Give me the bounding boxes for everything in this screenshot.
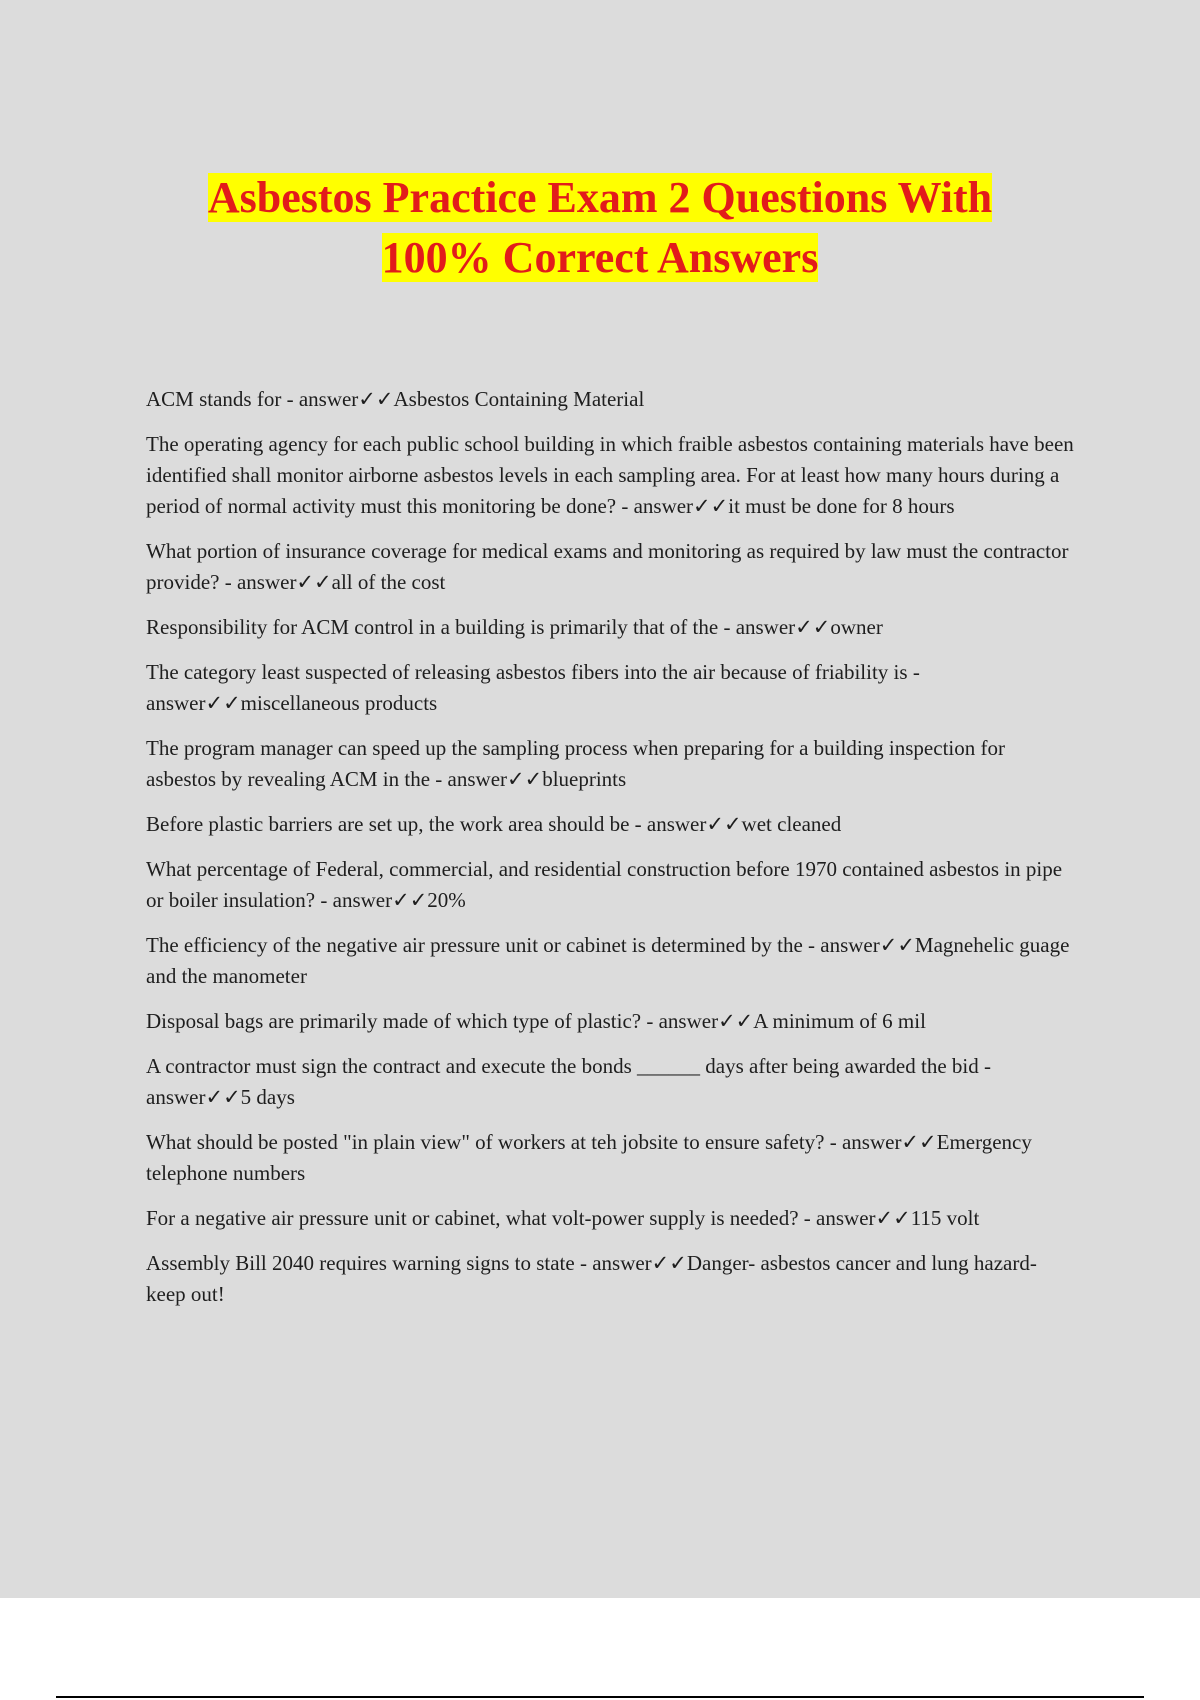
qa-item: Before plastic barriers are set up, the work area should be - answer✓✓wet cleaned: [146, 812, 842, 836]
qa-item: The category least suspected of releasing asbestos fibers into the air because of friability is - answer✓✓miscellaneous products: [146, 660, 920, 715]
title-line-1: Asbestos Practice Exam 2 Questions With: [207, 173, 993, 222]
title-line-2: 100% Correct Answers: [381, 233, 819, 282]
qa-item: What should be posted "in plain view" of workers at teh jobsite to ensure safety? - answer✓✓Emergency telephone numbers: [146, 1130, 1032, 1185]
qa-item: What portion of insurance coverage for medical exams and monitoring as required by law must the contractor provide? - answer✓✓all of the cost: [146, 539, 1069, 594]
question-answer-list: [146, 384, 1076, 1324]
qa-item: ACM stands for - answer✓✓Asbestos Containing Material: [146, 387, 645, 411]
qa-item: The program manager can speed up the sampling process when preparing for a building inspection for asbestos by revealing ACM in the - answer✓✓blueprints: [146, 736, 1005, 791]
document-title: [120, 168, 1080, 288]
footer-divider: [56, 1696, 1144, 1698]
qa-item: The operating agency for each public school building in which fraible asbestos containing materials have been identified shall monitor airborne asbestos levels in each sampling area. For at least how many hours during a period of normal activity must this monitoring be done? - answer✓✓it must be done for 8 hours: [146, 432, 1074, 518]
qa-item: A contractor must sign the contract and execute the bonds ______ days after being awarded the bid - answer✓✓5 days: [146, 1054, 991, 1109]
qa-item: Disposal bags are primarily made of which type of plastic? - answer✓✓A minimum of 6 mil: [146, 1009, 926, 1033]
qa-item: Responsibility for ACM control in a building is primarily that of the - answer✓✓owner: [146, 615, 883, 639]
qa-item: What percentage of Federal, commercial, and residential construction before 1970 contained asbestos in pipe or boiler insulation? - answer✓✓20%: [146, 857, 1063, 912]
qa-item: The efficiency of the negative air pressure unit or cabinet is determined by the - answer✓✓Magnehelic guage and the manometer: [146, 933, 1070, 988]
qa-item: Assembly Bill 2040 requires warning signs to state - answer✓✓Danger- asbestos cancer and lung hazard- keep out!: [146, 1251, 1037, 1306]
qa-item: For a negative air pressure unit or cabinet, what volt-power supply is needed? - answer✓✓115 volt: [146, 1206, 980, 1230]
